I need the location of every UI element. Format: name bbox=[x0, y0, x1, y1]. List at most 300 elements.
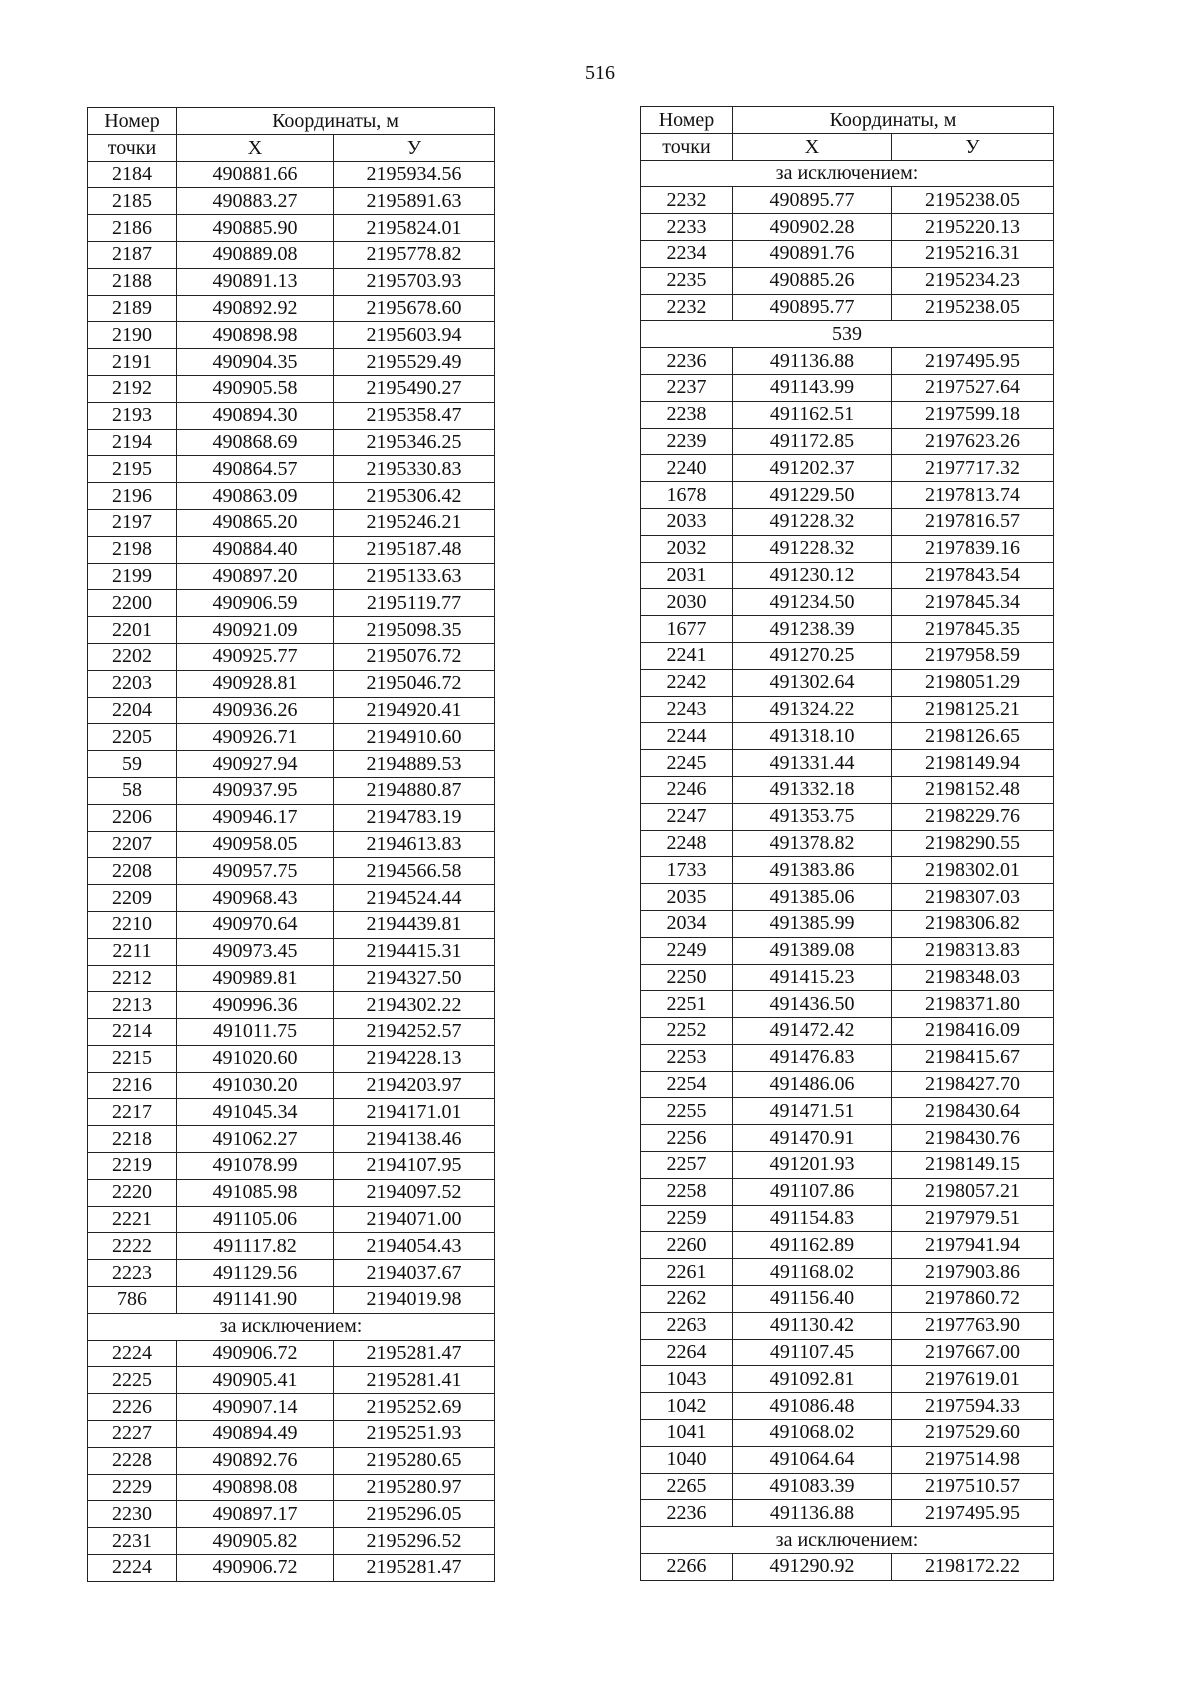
y-coordinate-cell: 2195280.65 bbox=[334, 1447, 495, 1474]
table-row bbox=[88, 268, 495, 295]
table-row bbox=[88, 1394, 495, 1421]
table-row bbox=[88, 1501, 495, 1528]
x-coordinate-cell: 490898.98 bbox=[177, 322, 334, 349]
x-coordinate-cell: 491436.50 bbox=[733, 991, 892, 1018]
point-number-cell: 2232 bbox=[641, 294, 733, 321]
table-row bbox=[88, 1072, 495, 1099]
x-coordinate-cell: 490906.72 bbox=[177, 1340, 334, 1367]
point-number-cell: 2241 bbox=[641, 642, 733, 669]
table-row bbox=[641, 937, 1054, 964]
x-coordinate-cell: 491062.27 bbox=[177, 1126, 334, 1153]
point-number-cell: 2243 bbox=[641, 696, 733, 723]
table-row bbox=[641, 1178, 1054, 1205]
y-coordinate-cell: 2195330.83 bbox=[334, 456, 495, 483]
y-coordinate-cell: 2195234.23 bbox=[892, 267, 1054, 294]
y-coordinate-cell: 2198307.03 bbox=[892, 884, 1054, 911]
x-coordinate-cell: 491238.39 bbox=[733, 616, 892, 643]
x-coordinate-cell: 490958.05 bbox=[177, 831, 334, 858]
x-coordinate-cell: 490946.17 bbox=[177, 804, 334, 831]
point-number-cell: 2246 bbox=[641, 776, 733, 803]
y-coordinate-cell: 2195490.27 bbox=[334, 375, 495, 402]
x-coordinate-cell: 491143.99 bbox=[733, 374, 892, 401]
point-number-cell: 2264 bbox=[641, 1339, 733, 1366]
table-row bbox=[641, 535, 1054, 562]
table-row bbox=[641, 294, 1054, 321]
y-coordinate-cell: 2198126.65 bbox=[892, 723, 1054, 750]
point-number-cell: 2185 bbox=[88, 188, 177, 215]
header-point-number bbox=[88, 108, 177, 135]
point-number-cell: 2237 bbox=[641, 374, 733, 401]
point-number-cell: 2206 bbox=[88, 804, 177, 831]
point-number-cell: 2266 bbox=[641, 1554, 733, 1581]
y-coordinate-cell: 2198371.80 bbox=[892, 991, 1054, 1018]
table-row bbox=[88, 911, 495, 938]
point-number-cell: 2199 bbox=[88, 563, 177, 590]
point-number-cell: 2193 bbox=[88, 402, 177, 429]
table-row bbox=[88, 1260, 495, 1287]
x-coordinate-cell: 490889.08 bbox=[177, 241, 334, 268]
x-coordinate-cell: 491141.90 bbox=[177, 1287, 334, 1314]
y-coordinate-cell: 2198229.76 bbox=[892, 803, 1054, 830]
x-coordinate-cell: 491117.82 bbox=[177, 1233, 334, 1260]
table-row bbox=[641, 776, 1054, 803]
x-coordinate-cell: 490894.30 bbox=[177, 402, 334, 429]
point-number-cell: 2226 bbox=[88, 1394, 177, 1421]
point-number-cell: 2230 bbox=[88, 1501, 177, 1528]
x-coordinate-cell: 490906.72 bbox=[177, 1555, 334, 1582]
table-row bbox=[641, 508, 1054, 535]
table-row bbox=[641, 1446, 1054, 1473]
x-coordinate-cell: 490864.57 bbox=[177, 456, 334, 483]
y-coordinate-cell: 2197495.95 bbox=[892, 1500, 1054, 1527]
x-coordinate-cell: 490905.58 bbox=[177, 375, 334, 402]
x-coordinate-cell: 490989.81 bbox=[177, 965, 334, 992]
x-coordinate-cell: 490907.14 bbox=[177, 1394, 334, 1421]
x-coordinate-cell: 490906.59 bbox=[177, 590, 334, 617]
table-row bbox=[88, 643, 495, 670]
y-coordinate-cell: 2195220.13 bbox=[892, 214, 1054, 241]
x-coordinate-cell: 491476.83 bbox=[733, 1044, 892, 1071]
x-coordinate-cell: 490904.35 bbox=[177, 349, 334, 376]
y-coordinate-cell: 2198430.64 bbox=[892, 1098, 1054, 1125]
point-number-cell: 2202 bbox=[88, 643, 177, 670]
y-coordinate-cell: 2194415.31 bbox=[334, 938, 495, 965]
header-point-number bbox=[641, 107, 733, 134]
y-coordinate-cell: 2197843.54 bbox=[892, 562, 1054, 589]
y-coordinate-cell: 2198313.83 bbox=[892, 937, 1054, 964]
point-number-cell: 1678 bbox=[641, 482, 733, 509]
x-coordinate-cell: 491045.34 bbox=[177, 1099, 334, 1126]
point-number-cell: 2195 bbox=[88, 456, 177, 483]
x-coordinate-cell: 490897.17 bbox=[177, 1501, 334, 1528]
y-coordinate-cell: 2197619.01 bbox=[892, 1366, 1054, 1393]
table-row bbox=[641, 1098, 1054, 1125]
y-coordinate-cell: 2195281.47 bbox=[334, 1340, 495, 1367]
y-coordinate-cell: 2195891.63 bbox=[334, 188, 495, 215]
table-row bbox=[641, 884, 1054, 911]
y-coordinate-cell: 2197527.64 bbox=[892, 374, 1054, 401]
y-coordinate-cell: 2194327.50 bbox=[334, 965, 495, 992]
point-number-cell: 2030 bbox=[641, 589, 733, 616]
point-number-cell: 2244 bbox=[641, 723, 733, 750]
table-row bbox=[88, 1206, 495, 1233]
point-number-cell: 2035 bbox=[641, 884, 733, 911]
x-coordinate-cell: 490885.26 bbox=[733, 267, 892, 294]
point-number-cell: 2265 bbox=[641, 1473, 733, 1500]
y-coordinate-cell: 2194171.01 bbox=[334, 1099, 495, 1126]
y-coordinate-cell: 2195703.93 bbox=[334, 268, 495, 295]
table-row bbox=[641, 214, 1054, 241]
point-number-cell: 2254 bbox=[641, 1071, 733, 1098]
point-number-cell: 2236 bbox=[641, 348, 733, 375]
x-coordinate-cell: 490936.26 bbox=[177, 697, 334, 724]
table-row bbox=[641, 857, 1054, 884]
x-coordinate-cell: 490894.49 bbox=[177, 1421, 334, 1448]
x-coordinate-cell: 491332.18 bbox=[733, 776, 892, 803]
table-row bbox=[88, 965, 495, 992]
y-coordinate-cell: 2195678.60 bbox=[334, 295, 495, 322]
table-row bbox=[88, 1099, 495, 1126]
y-coordinate-cell: 2197903.86 bbox=[892, 1259, 1054, 1286]
point-number-cell: 58 bbox=[88, 777, 177, 804]
y-coordinate-cell: 2197979.51 bbox=[892, 1205, 1054, 1232]
y-coordinate-cell: 2195046.72 bbox=[334, 670, 495, 697]
table-row bbox=[641, 1286, 1054, 1313]
table-row bbox=[88, 858, 495, 885]
table-row bbox=[88, 322, 495, 349]
header-y: У bbox=[334, 134, 495, 161]
x-coordinate-cell: 490970.64 bbox=[177, 911, 334, 938]
table-row bbox=[88, 1153, 495, 1180]
x-coordinate-cell: 490895.77 bbox=[733, 187, 892, 214]
x-coordinate-cell: 490937.95 bbox=[177, 777, 334, 804]
y-coordinate-cell: 2195280.97 bbox=[334, 1474, 495, 1501]
point-number-cell: 2261 bbox=[641, 1259, 733, 1286]
table-row bbox=[88, 1045, 495, 1072]
x-coordinate-cell: 490883.27 bbox=[177, 188, 334, 215]
point-number-cell: 2186 bbox=[88, 215, 177, 242]
table-row bbox=[88, 241, 495, 268]
y-coordinate-cell: 2195098.35 bbox=[334, 617, 495, 644]
y-coordinate-cell: 2194054.43 bbox=[334, 1233, 495, 1260]
x-coordinate-cell: 490925.77 bbox=[177, 643, 334, 670]
x-coordinate-cell: 490895.77 bbox=[733, 294, 892, 321]
y-coordinate-cell: 2197495.95 bbox=[892, 348, 1054, 375]
table-row bbox=[641, 374, 1054, 401]
y-coordinate-cell: 2194910.60 bbox=[334, 724, 495, 751]
point-number-cell: 2248 bbox=[641, 830, 733, 857]
point-number-cell: 2216 bbox=[88, 1072, 177, 1099]
x-coordinate-cell: 491107.45 bbox=[733, 1339, 892, 1366]
x-coordinate-cell: 491228.32 bbox=[733, 508, 892, 535]
table-row bbox=[88, 751, 495, 778]
y-coordinate-cell: 2198149.94 bbox=[892, 750, 1054, 777]
x-coordinate-cell: 491030.20 bbox=[177, 1072, 334, 1099]
section-row bbox=[641, 321, 1054, 348]
table-row bbox=[641, 803, 1054, 830]
table-row bbox=[641, 482, 1054, 509]
table-row bbox=[641, 240, 1054, 267]
point-number-cell: 2215 bbox=[88, 1045, 177, 1072]
table-row bbox=[641, 1554, 1054, 1581]
point-number-cell: 2200 bbox=[88, 590, 177, 617]
x-coordinate-cell: 490881.66 bbox=[177, 161, 334, 188]
x-coordinate-cell: 491324.22 bbox=[733, 696, 892, 723]
point-number-cell: 1043 bbox=[641, 1366, 733, 1393]
x-coordinate-cell: 491228.32 bbox=[733, 535, 892, 562]
y-coordinate-cell: 2195251.93 bbox=[334, 1421, 495, 1448]
x-coordinate-cell: 490921.09 bbox=[177, 617, 334, 644]
point-number-cell: 2192 bbox=[88, 375, 177, 402]
x-coordinate-cell: 491486.06 bbox=[733, 1071, 892, 1098]
y-coordinate-cell: 2194566.58 bbox=[334, 858, 495, 885]
y-coordinate-cell: 2194439.81 bbox=[334, 911, 495, 938]
point-number-cell: 2247 bbox=[641, 803, 733, 830]
x-coordinate-cell: 491270.25 bbox=[733, 642, 892, 669]
y-coordinate-cell: 2194783.19 bbox=[334, 804, 495, 831]
point-number-cell: 2205 bbox=[88, 724, 177, 751]
point-number-cell: 2191 bbox=[88, 349, 177, 376]
y-coordinate-cell: 2195119.77 bbox=[334, 590, 495, 617]
point-number-cell: 59 bbox=[88, 751, 177, 778]
table-row bbox=[88, 670, 495, 697]
table-row bbox=[88, 804, 495, 831]
point-number-cell: 2258 bbox=[641, 1178, 733, 1205]
point-number-cell: 2194 bbox=[88, 429, 177, 456]
table-row bbox=[88, 536, 495, 563]
x-coordinate-cell: 491085.98 bbox=[177, 1179, 334, 1206]
table-row bbox=[88, 483, 495, 510]
point-number-cell: 2198 bbox=[88, 536, 177, 563]
x-coordinate-cell: 491229.50 bbox=[733, 482, 892, 509]
coordinates-table-left bbox=[87, 107, 495, 1582]
y-coordinate-cell: 2195238.05 bbox=[892, 294, 1054, 321]
table-row bbox=[88, 215, 495, 242]
table-row bbox=[88, 1287, 495, 1314]
point-number-cell: 2188 bbox=[88, 268, 177, 295]
table-row bbox=[88, 563, 495, 590]
point-number-cell: 2209 bbox=[88, 885, 177, 912]
y-coordinate-cell: 2198172.22 bbox=[892, 1554, 1054, 1581]
x-coordinate-cell: 491318.10 bbox=[733, 723, 892, 750]
table-row bbox=[641, 267, 1054, 294]
section-row bbox=[641, 160, 1054, 187]
y-coordinate-cell: 2197514.98 bbox=[892, 1446, 1054, 1473]
y-coordinate-cell: 2198430.76 bbox=[892, 1125, 1054, 1152]
table-row bbox=[88, 724, 495, 751]
header-coordinates: Координаты, м bbox=[733, 107, 1054, 134]
table-row bbox=[88, 456, 495, 483]
x-coordinate-cell: 490905.41 bbox=[177, 1367, 334, 1394]
y-coordinate-cell: 2195216.31 bbox=[892, 240, 1054, 267]
section-label: за исключением: bbox=[641, 1527, 1054, 1554]
y-coordinate-cell: 2195778.82 bbox=[334, 241, 495, 268]
x-coordinate-cell: 490863.09 bbox=[177, 483, 334, 510]
table-row bbox=[641, 750, 1054, 777]
table-row bbox=[88, 402, 495, 429]
x-coordinate-cell: 491353.75 bbox=[733, 803, 892, 830]
point-number-cell: 2232 bbox=[641, 187, 733, 214]
y-coordinate-cell: 2194302.22 bbox=[334, 992, 495, 1019]
table-row bbox=[641, 589, 1054, 616]
header-point-line2: точки bbox=[641, 133, 733, 160]
point-number-cell: 2229 bbox=[88, 1474, 177, 1501]
y-coordinate-cell: 2195306.42 bbox=[334, 483, 495, 510]
point-number-cell: 2190 bbox=[88, 322, 177, 349]
table-row bbox=[88, 1126, 495, 1153]
y-coordinate-cell: 2194019.98 bbox=[334, 1287, 495, 1314]
x-coordinate-cell: 491472.42 bbox=[733, 1018, 892, 1045]
point-number-cell: 2203 bbox=[88, 670, 177, 697]
header-point-line1: Номер bbox=[104, 109, 160, 132]
x-coordinate-cell: 491162.89 bbox=[733, 1232, 892, 1259]
y-coordinate-cell: 2197529.60 bbox=[892, 1420, 1054, 1447]
y-coordinate-cell: 2197941.94 bbox=[892, 1232, 1054, 1259]
y-coordinate-cell: 2194203.97 bbox=[334, 1072, 495, 1099]
table-row bbox=[641, 830, 1054, 857]
table-row bbox=[88, 1340, 495, 1367]
table-row bbox=[88, 777, 495, 804]
y-coordinate-cell: 2197845.35 bbox=[892, 616, 1054, 643]
y-coordinate-cell: 2197816.57 bbox=[892, 508, 1054, 535]
point-number-cell: 2032 bbox=[641, 535, 733, 562]
point-number-cell: 2225 bbox=[88, 1367, 177, 1394]
point-number-cell: 2231 bbox=[88, 1528, 177, 1555]
point-number-cell: 2263 bbox=[641, 1312, 733, 1339]
table-row bbox=[641, 562, 1054, 589]
y-coordinate-cell: 2197845.34 bbox=[892, 589, 1054, 616]
y-coordinate-cell: 2194071.00 bbox=[334, 1206, 495, 1233]
point-number-cell: 786 bbox=[88, 1287, 177, 1314]
point-number-cell: 2221 bbox=[88, 1206, 177, 1233]
y-coordinate-cell: 2197763.90 bbox=[892, 1312, 1054, 1339]
table-row bbox=[88, 617, 495, 644]
section-label: за исключением: bbox=[88, 1313, 495, 1340]
point-number-cell: 1040 bbox=[641, 1446, 733, 1473]
x-coordinate-cell: 491083.39 bbox=[733, 1473, 892, 1500]
point-number-cell: 2224 bbox=[88, 1555, 177, 1582]
x-coordinate-cell: 491156.40 bbox=[733, 1286, 892, 1313]
x-coordinate-cell: 490905.82 bbox=[177, 1528, 334, 1555]
table-row bbox=[641, 1205, 1054, 1232]
x-coordinate-cell: 491107.86 bbox=[733, 1178, 892, 1205]
table-row bbox=[641, 1018, 1054, 1045]
table-row bbox=[88, 697, 495, 724]
point-number-cell: 2250 bbox=[641, 964, 733, 991]
point-number-cell: 2217 bbox=[88, 1099, 177, 1126]
table-row bbox=[88, 938, 495, 965]
y-coordinate-cell: 2194138.46 bbox=[334, 1126, 495, 1153]
x-coordinate-cell: 491470.91 bbox=[733, 1125, 892, 1152]
table-row bbox=[641, 1500, 1054, 1527]
point-number-cell: 2236 bbox=[641, 1500, 733, 1527]
table-row bbox=[88, 1179, 495, 1206]
table-row bbox=[88, 375, 495, 402]
x-coordinate-cell: 490897.20 bbox=[177, 563, 334, 590]
point-number-cell: 2210 bbox=[88, 911, 177, 938]
table-row bbox=[641, 723, 1054, 750]
point-number-cell: 2214 bbox=[88, 1019, 177, 1046]
y-coordinate-cell: 2194889.53 bbox=[334, 751, 495, 778]
point-number-cell: 2240 bbox=[641, 455, 733, 482]
point-number-cell: 2201 bbox=[88, 617, 177, 644]
header-point-line1: Номер bbox=[658, 108, 715, 131]
section-label: за исключением: bbox=[641, 160, 1054, 187]
x-coordinate-cell: 491086.48 bbox=[733, 1393, 892, 1420]
y-coordinate-cell: 2198125.21 bbox=[892, 696, 1054, 723]
x-coordinate-cell: 491168.02 bbox=[733, 1259, 892, 1286]
point-number-cell: 2227 bbox=[88, 1421, 177, 1448]
x-coordinate-cell: 490996.36 bbox=[177, 992, 334, 1019]
y-coordinate-cell: 2195529.49 bbox=[334, 349, 495, 376]
y-coordinate-cell: 2194228.13 bbox=[334, 1045, 495, 1072]
point-number-cell: 2207 bbox=[88, 831, 177, 858]
x-coordinate-cell: 491129.56 bbox=[177, 1260, 334, 1287]
x-coordinate-cell: 491290.92 bbox=[733, 1554, 892, 1581]
y-coordinate-cell: 2194252.57 bbox=[334, 1019, 495, 1046]
point-number-cell: 2256 bbox=[641, 1125, 733, 1152]
y-coordinate-cell: 2194524.44 bbox=[334, 885, 495, 912]
point-number-cell: 2220 bbox=[88, 1179, 177, 1206]
table-row bbox=[641, 616, 1054, 643]
y-coordinate-cell: 2195346.25 bbox=[334, 429, 495, 456]
x-coordinate-cell: 491078.99 bbox=[177, 1153, 334, 1180]
x-coordinate-cell: 490891.76 bbox=[733, 240, 892, 267]
point-number-cell: 2197 bbox=[88, 509, 177, 536]
section-label: 539 bbox=[641, 321, 1054, 348]
y-coordinate-cell: 2195358.47 bbox=[334, 402, 495, 429]
y-coordinate-cell: 2198149.15 bbox=[892, 1152, 1054, 1179]
x-coordinate-cell: 490865.20 bbox=[177, 509, 334, 536]
table-row bbox=[88, 1019, 495, 1046]
y-coordinate-cell: 2198427.70 bbox=[892, 1071, 1054, 1098]
y-coordinate-cell: 2195824.01 bbox=[334, 215, 495, 242]
x-coordinate-cell: 491172.85 bbox=[733, 428, 892, 455]
x-coordinate-cell: 491020.60 bbox=[177, 1045, 334, 1072]
x-coordinate-cell: 491230.12 bbox=[733, 562, 892, 589]
x-coordinate-cell: 490973.45 bbox=[177, 938, 334, 965]
point-number-cell: 2234 bbox=[641, 240, 733, 267]
table-row bbox=[88, 1367, 495, 1394]
section-row bbox=[88, 1313, 495, 1340]
x-coordinate-cell: 490898.08 bbox=[177, 1474, 334, 1501]
table-row bbox=[641, 187, 1054, 214]
y-coordinate-cell: 2195281.47 bbox=[334, 1555, 495, 1582]
x-coordinate-cell: 490902.28 bbox=[733, 214, 892, 241]
x-coordinate-cell: 491415.23 bbox=[733, 964, 892, 991]
y-coordinate-cell: 2195603.94 bbox=[334, 322, 495, 349]
point-number-cell: 2233 bbox=[641, 214, 733, 241]
table-row bbox=[641, 348, 1054, 375]
point-number-cell: 1041 bbox=[641, 1420, 733, 1447]
header-y: У bbox=[892, 133, 1054, 160]
table-row bbox=[88, 161, 495, 188]
point-number-cell: 2262 bbox=[641, 1286, 733, 1313]
x-coordinate-cell: 490884.40 bbox=[177, 536, 334, 563]
x-coordinate-cell: 491105.06 bbox=[177, 1206, 334, 1233]
x-coordinate-cell: 491302.64 bbox=[733, 669, 892, 696]
point-number-cell: 2212 bbox=[88, 965, 177, 992]
point-number-cell: 2242 bbox=[641, 669, 733, 696]
point-number-cell: 2218 bbox=[88, 1126, 177, 1153]
x-coordinate-cell: 491471.51 bbox=[733, 1098, 892, 1125]
y-coordinate-cell: 2198302.01 bbox=[892, 857, 1054, 884]
x-coordinate-cell: 490868.69 bbox=[177, 429, 334, 456]
table-row bbox=[641, 428, 1054, 455]
x-coordinate-cell: 491068.02 bbox=[733, 1420, 892, 1447]
point-number-cell: 2189 bbox=[88, 295, 177, 322]
y-coordinate-cell: 2198306.82 bbox=[892, 910, 1054, 937]
